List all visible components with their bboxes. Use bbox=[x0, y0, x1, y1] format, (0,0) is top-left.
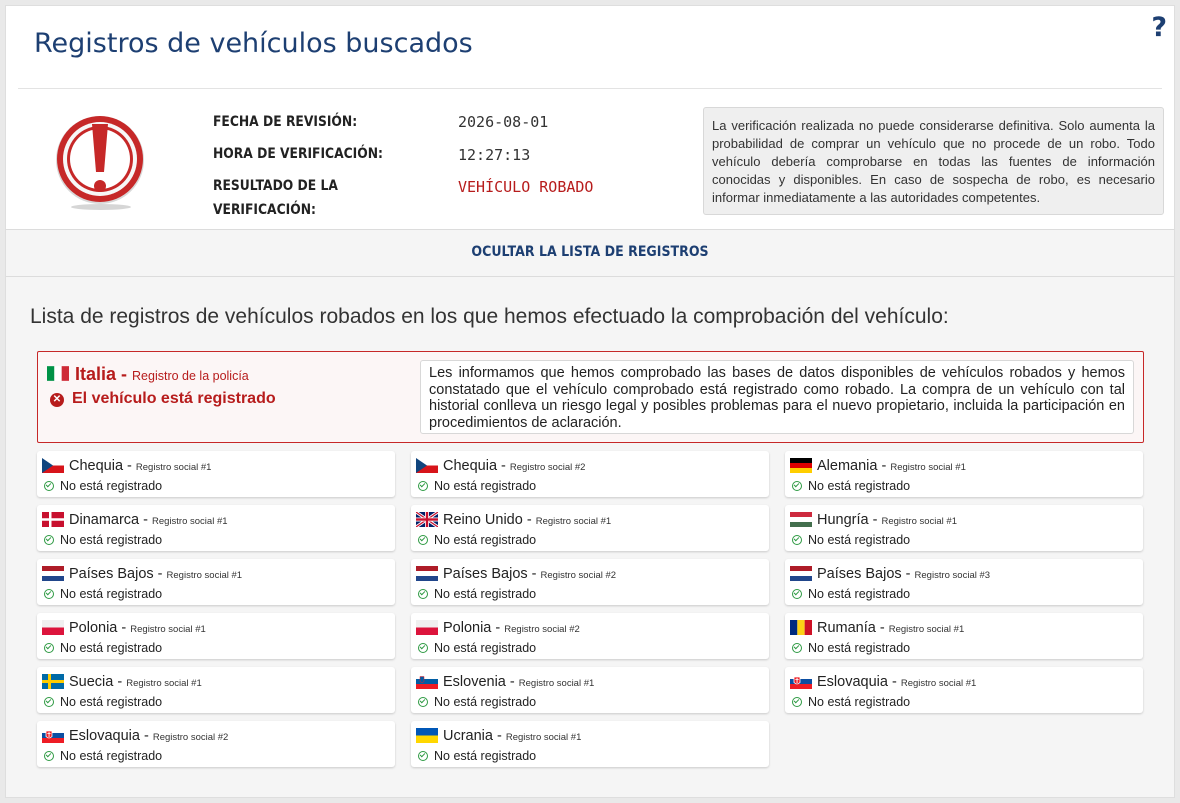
registry-status bbox=[44, 749, 162, 763]
result-label-line1: RESULTADO DE LA bbox=[213, 178, 338, 194]
gb-flag-icon bbox=[416, 512, 438, 527]
registry-country: Eslovaquia bbox=[817, 674, 888, 690]
registry-country: Polonia bbox=[69, 620, 118, 636]
registry-status bbox=[418, 749, 536, 763]
registry-title bbox=[42, 619, 206, 637]
check-circle-icon bbox=[792, 643, 802, 653]
registry-status bbox=[792, 695, 910, 709]
registry-title bbox=[790, 511, 957, 529]
registry-status-text: No está registrado bbox=[808, 587, 911, 601]
registry-country: Hungría bbox=[817, 512, 869, 528]
check-circle-icon bbox=[792, 535, 802, 545]
registry-status bbox=[418, 533, 536, 547]
registry-title bbox=[416, 619, 580, 637]
registry-card bbox=[37, 451, 395, 497]
registry-status-text: No está registrado bbox=[808, 533, 911, 547]
registry-title bbox=[790, 619, 964, 637]
registry-country: Reino Unido bbox=[443, 512, 523, 528]
check-circle-icon bbox=[44, 481, 54, 491]
check-circle-icon bbox=[792, 589, 802, 599]
registry-separator: - bbox=[522, 512, 536, 528]
registry-status-text: No está registrado bbox=[434, 533, 537, 547]
registry-separator: - bbox=[505, 674, 519, 690]
results-card bbox=[5, 5, 1175, 798]
registry-card bbox=[411, 667, 769, 713]
registry-name: Registro social #1 bbox=[135, 462, 212, 473]
si-flag-icon bbox=[416, 674, 438, 689]
divider bbox=[18, 88, 1162, 89]
registered-alert bbox=[37, 351, 1144, 443]
registry-status bbox=[418, 587, 536, 601]
registry-status bbox=[792, 479, 910, 493]
registry-country: Países Bajos bbox=[69, 566, 154, 582]
registry-card bbox=[37, 721, 395, 767]
registry-title bbox=[416, 565, 616, 583]
registry-separator: - bbox=[492, 728, 506, 744]
se-flag-icon bbox=[42, 674, 64, 689]
registry-status-text: No está registrado bbox=[808, 695, 911, 709]
registry-name: Registro social #3 bbox=[914, 570, 991, 581]
registry-card bbox=[785, 505, 1143, 551]
registry-card bbox=[37, 613, 395, 659]
registry-title bbox=[416, 673, 594, 691]
italy-flag-icon bbox=[47, 366, 69, 381]
hide-registries-button[interactable]: OCULTAR LA LISTA DE REGISTROS bbox=[471, 244, 709, 260]
registry-status-text: No está registrado bbox=[60, 749, 163, 763]
nl-flag-icon bbox=[42, 566, 64, 581]
registry-name: Registro social #1 bbox=[888, 624, 965, 635]
registry-status bbox=[792, 587, 910, 601]
registry-title bbox=[42, 565, 242, 583]
registry-name: Registro social #2 bbox=[152, 732, 229, 743]
alert-title bbox=[47, 364, 249, 385]
time-label: HORA DE VERIFICACIÓN: bbox=[213, 146, 383, 162]
dk-flag-icon bbox=[42, 512, 64, 527]
ro-flag-icon bbox=[790, 620, 812, 635]
registry-name: Registro social #1 bbox=[126, 678, 202, 689]
registry-status-text: No está registrado bbox=[434, 641, 537, 655]
check-circle-icon bbox=[44, 589, 54, 599]
toggle-bar bbox=[6, 229, 1174, 277]
registry-status-text: No está registrado bbox=[60, 641, 163, 655]
registry-status bbox=[44, 587, 162, 601]
registry-country: Países Bajos bbox=[817, 566, 902, 582]
date-value: 2026-08-01 bbox=[458, 113, 549, 131]
disclaimer-box: La verificación realizada no puede considerarse definitiva. Solo aumenta la probabilidad de comprar un vehículo que no procede de un robo. Todo vehículo debería comprobarse en todas las fuentes de información conocidas y disponibles. En caso de sospecha de robo, es necesario informar inmediatamente a las autoridades competentes. bbox=[703, 107, 1164, 215]
registry-card bbox=[785, 451, 1143, 497]
registries-section bbox=[6, 277, 1174, 797]
pl-flag-icon bbox=[42, 620, 64, 635]
registry-title bbox=[42, 727, 228, 745]
check-circle-icon bbox=[418, 643, 428, 653]
registry-card bbox=[411, 451, 769, 497]
registry-separator: - bbox=[153, 566, 167, 582]
registry-status bbox=[418, 479, 536, 493]
registry-status bbox=[792, 641, 910, 655]
registry-title bbox=[416, 457, 585, 475]
registry-country: Suecia bbox=[69, 674, 114, 690]
check-circle-icon bbox=[418, 751, 428, 761]
registry-name: Registro social #1 bbox=[130, 624, 206, 635]
registry-status-text: No está registrado bbox=[60, 533, 163, 547]
registry-status bbox=[792, 533, 910, 547]
registry-separator: - bbox=[868, 512, 882, 528]
registry-country: Eslovenia bbox=[443, 674, 506, 690]
sk-flag-icon bbox=[42, 728, 64, 743]
registry-name: Registro social #2 bbox=[504, 624, 580, 635]
registry-status-text: No está registrado bbox=[434, 695, 537, 709]
registry-country: Chequia bbox=[69, 458, 124, 474]
registry-title bbox=[42, 457, 211, 475]
registry-name: Registro social #1 bbox=[890, 462, 966, 473]
registry-card bbox=[411, 721, 769, 767]
registry-title bbox=[790, 457, 966, 475]
registry-separator: - bbox=[887, 674, 901, 690]
registry-status bbox=[44, 533, 162, 547]
check-circle-icon bbox=[418, 697, 428, 707]
registry-separator: - bbox=[491, 620, 505, 636]
result-value: VEHÍCULO ROBADO bbox=[458, 178, 594, 196]
registry-country: Polonia bbox=[443, 620, 492, 636]
time-value: 12:27:13 bbox=[458, 146, 531, 164]
alert-status-text: El vehículo está registrado bbox=[72, 390, 276, 407]
registry-card bbox=[37, 667, 395, 713]
alert-country: Italia bbox=[75, 364, 117, 384]
registry-card bbox=[37, 505, 395, 551]
registry-name: Registro social #1 bbox=[518, 678, 595, 689]
registry-title bbox=[416, 511, 611, 529]
registry-name: Registro social #1 bbox=[505, 732, 582, 743]
registry-status bbox=[418, 695, 536, 709]
registry-card bbox=[785, 667, 1143, 713]
registry-country: Eslovaquia bbox=[69, 728, 140, 744]
registry-status bbox=[44, 479, 162, 493]
registry-status-text: No está registrado bbox=[60, 695, 163, 709]
registry-name: Registro social #1 bbox=[881, 516, 957, 527]
registry-name: Registro social #1 bbox=[900, 678, 977, 689]
registry-separator: - bbox=[139, 728, 153, 744]
check-circle-icon bbox=[792, 481, 802, 491]
registry-separator: - bbox=[117, 620, 131, 636]
registry-country: Dinamarca bbox=[69, 512, 140, 528]
check-circle-icon bbox=[44, 643, 54, 653]
registry-name: Registro social #2 bbox=[540, 570, 617, 581]
question-mark-icon[interactable]: ? bbox=[1151, 12, 1167, 43]
registry-separator: - bbox=[875, 620, 889, 636]
check-circle-icon bbox=[792, 697, 802, 707]
registry-card bbox=[411, 505, 769, 551]
registry-separator: - bbox=[123, 458, 136, 474]
registry-card bbox=[411, 559, 769, 605]
ua-flag-icon bbox=[416, 728, 438, 743]
registry-card bbox=[37, 559, 395, 605]
registry-status-text: No está registrado bbox=[434, 749, 537, 763]
result-label-line2: VERIFICACIÓN: bbox=[213, 202, 316, 218]
date-label: FECHA DE REVISIÓN: bbox=[213, 114, 358, 130]
registry-status-text: No está registrado bbox=[434, 479, 537, 493]
registry-name: Registro social #1 bbox=[535, 516, 612, 527]
exclamation-alert-icon bbox=[54, 114, 148, 210]
check-circle-icon bbox=[418, 535, 428, 545]
error-circle-icon: ✕ bbox=[50, 393, 64, 407]
registry-status-text: No está registrado bbox=[808, 641, 911, 655]
hu-flag-icon bbox=[790, 512, 812, 527]
registry-name: Registro social #1 bbox=[166, 570, 243, 581]
registry-status bbox=[44, 695, 162, 709]
check-circle-icon bbox=[418, 481, 428, 491]
registry-status-text: No está registrado bbox=[60, 587, 163, 601]
registry-status bbox=[44, 641, 162, 655]
registry-name: Registro social #2 bbox=[509, 462, 586, 473]
registry-separator: - bbox=[497, 458, 510, 474]
registry-card bbox=[411, 613, 769, 659]
check-circle-icon bbox=[44, 697, 54, 707]
registry-status-text: No está registrado bbox=[808, 479, 911, 493]
registry-status-text: No está registrado bbox=[434, 587, 537, 601]
nl-flag-icon bbox=[790, 566, 812, 581]
check-circle-icon bbox=[418, 589, 428, 599]
registry-country: Alemania bbox=[817, 458, 878, 474]
check-circle-icon bbox=[44, 535, 54, 545]
registry-separator: - bbox=[527, 566, 541, 582]
registry-country: Países Bajos bbox=[443, 566, 528, 582]
registry-title bbox=[790, 673, 976, 691]
registry-title bbox=[42, 673, 202, 691]
registry-title bbox=[416, 727, 581, 745]
alert-status bbox=[50, 390, 276, 408]
nl-flag-icon bbox=[416, 566, 438, 581]
registry-card bbox=[785, 613, 1143, 659]
alert-registry: Registro de la policía bbox=[132, 369, 249, 383]
registry-separator: - bbox=[877, 458, 891, 474]
registry-separator: - bbox=[139, 512, 152, 528]
registry-status-text: No está registrado bbox=[60, 479, 163, 493]
registry-name: Registro social #1 bbox=[152, 516, 228, 527]
check-circle-icon bbox=[44, 751, 54, 761]
cz-flag-icon bbox=[42, 458, 64, 473]
registry-title bbox=[790, 565, 990, 583]
registries-heading: Lista de registros de vehículos robados en los que hemos efectuado la comprobación del vehículo: bbox=[30, 305, 949, 328]
registry-status bbox=[418, 641, 536, 655]
cz-flag-icon bbox=[416, 458, 438, 473]
registry-country: Rumanía bbox=[817, 620, 876, 636]
de-flag-icon bbox=[790, 458, 812, 473]
registry-country: Ucrania bbox=[443, 728, 493, 744]
alert-message: Les informamos que hemos comprobado las bases de datos disponibles de vehículos robados y hemos constatado que el vehículo comprobado está registrado como robado. La compra de un vehículo con tal historial conlleva un riesgo legal y posibles problemas para el nuevo propietario, incluida la participación en procedimientos de aclaración. bbox=[420, 360, 1134, 434]
sk-flag-icon bbox=[790, 674, 812, 689]
registry-separator: - bbox=[113, 674, 127, 690]
alert-separator: - bbox=[116, 364, 133, 384]
page-title: Registros de vehículos buscados bbox=[34, 28, 473, 59]
registry-separator: - bbox=[901, 566, 915, 582]
pl-flag-icon bbox=[416, 620, 438, 635]
registry-title bbox=[42, 511, 228, 529]
registry-country: Chequia bbox=[443, 458, 498, 474]
registry-card bbox=[785, 559, 1143, 605]
